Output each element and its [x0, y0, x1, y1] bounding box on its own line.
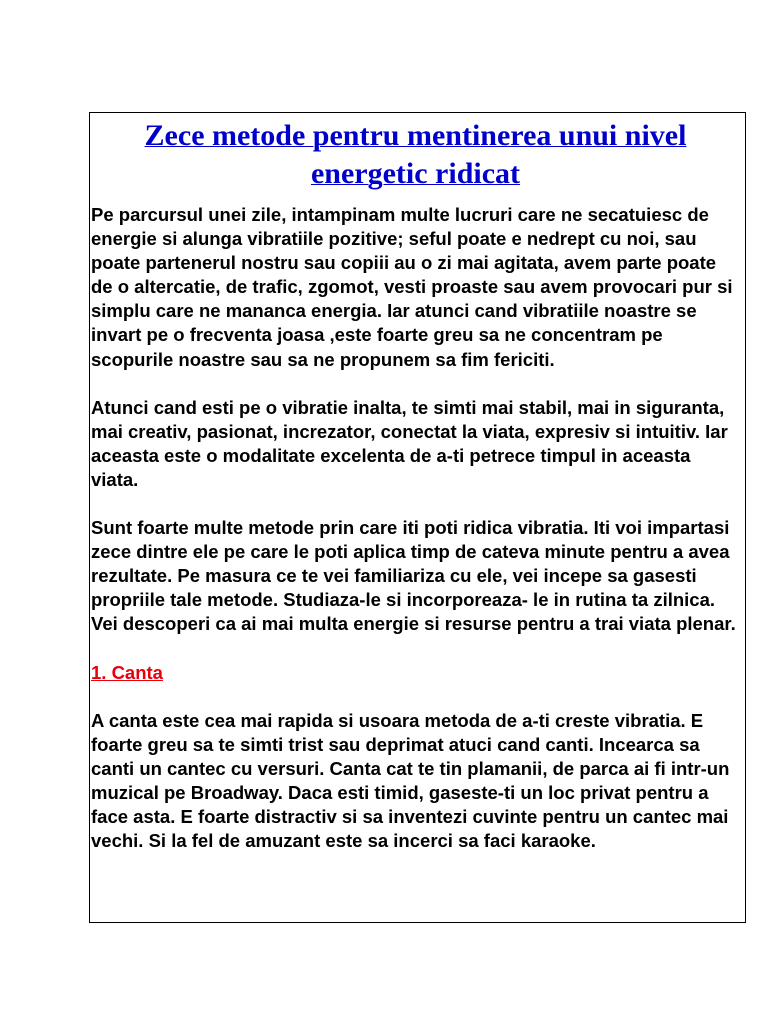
document-frame	[89, 112, 746, 923]
intro-paragraph-3: Sunt foarte multe metode prin care iti poti ridica vibratia. Iti voi impartasi zece dintre ele pe care le poti aplica timp de cateva minute pentru a avea rezultate. Pe masura ce te vei familiariza cu ele, vei incepe sa gasesti propriile tale metode. Studiaza-le si incorporeaza- le in rutina ta zilnica. Vei descoperi ca ai mai multa energie si resurse pentru a trai viata plenar.	[91, 517, 736, 635]
intro-paragraph-2: Atunci cand esti pe o vibratie inalta, te simti mai stabil, mai in siguranta, mai creativ, pasionat, increzator, conectat la viata, expresiv si intuitiv. Iar aceasta este o modalitate excelenta de a-ti petrece timpul in aceasta viata.	[91, 396, 728, 490]
document-title[interactable]: Zece metode pentru mentinerea unui nivel energetic ridicat	[144, 119, 687, 190]
intro-paragraph-1: Pe parcursul unei zile, intampinam multe lucruri care ne secatuiesc de energie si alunga vibratiile pozitive; seful poate e nedrept cu noi, sau poate partenerul nostru sau copiii au o zi mai agitata, avem parte poate de o altercatie, de trafic, zgomot, vesti proaste sau avem provocari pur si simplu care ne mananca energia. Iar atunci cand vibratiile noastre se invart pe o frecventa joasa ,este foarte greu sa ne concentram pe scopurile noastre sau sa ne propunem sa fim fericiti.	[91, 204, 733, 370]
section-body-canta: A canta este cea mai rapida si usoara metoda de a-ti creste vibratia. E foarte greu sa te simti trist sau deprimat atuci cand canti. Incearca sa canti un cantec cu versuri. Canta cat te tin plamanii, de parca ai fi intr-un muzical pe Broadway. Daca esti timid, gaseste-ti un loc privat pentru a face asta. E foarte distractiv si sa inventezi cuvinte pentru un cantec mai vechi. Si la fel de amuzant este sa incerci sa faci karaoke.	[91, 709, 730, 852]
section-heading-canta[interactable]: 1. Canta	[91, 661, 163, 683]
